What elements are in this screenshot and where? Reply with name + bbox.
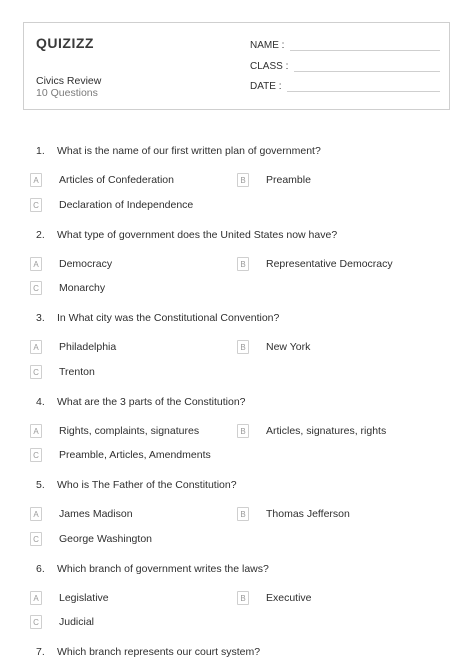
option-5a[interactable] <box>30 507 133 521</box>
option-text: Trenton <box>59 366 95 378</box>
option-5b[interactable] <box>237 507 350 521</box>
option-text: Representative Democracy <box>266 258 393 270</box>
option-letter: A <box>30 591 42 605</box>
option-3c[interactable] <box>30 365 95 379</box>
option-4a[interactable] <box>30 424 199 438</box>
option-letter: C <box>30 198 42 212</box>
question-number: 5. <box>36 479 45 491</box>
name-label: NAME : <box>250 40 285 51</box>
question-number: 3. <box>36 312 45 324</box>
option-text: Declaration of Independence <box>59 199 194 211</box>
option-text: Thomas Jefferson <box>266 508 350 520</box>
question-4 <box>36 396 456 408</box>
option-4c[interactable] <box>30 448 211 462</box>
question-text: What are the 3 parts of the Constitution? <box>57 396 246 408</box>
question-number: 2. <box>36 229 45 241</box>
option-3a[interactable] <box>30 340 116 354</box>
option-text: Legislative <box>59 592 109 604</box>
option-text: James Madison <box>59 508 133 520</box>
question-text: Which branch of government writes the laws? <box>57 563 269 575</box>
date-label: DATE : <box>250 81 282 92</box>
question-6 <box>36 563 456 575</box>
question-2 <box>36 229 456 241</box>
option-6b[interactable] <box>237 591 312 605</box>
question-5 <box>36 479 456 491</box>
option-4b[interactable] <box>237 424 386 438</box>
class-line[interactable] <box>294 61 440 72</box>
option-letter: C <box>30 532 42 546</box>
question-text: In What city was the Constitutional Convention? <box>57 312 280 324</box>
option-text: Articles, signatures, rights <box>266 425 387 437</box>
option-6a[interactable] <box>30 591 109 605</box>
option-text: Preamble <box>266 174 311 186</box>
option-1c[interactable] <box>30 198 193 212</box>
option-letter: B <box>237 507 249 521</box>
question-number: 4. <box>36 396 45 408</box>
option-text: Judicial <box>59 616 95 628</box>
question-1 <box>36 145 456 157</box>
option-letter: A <box>30 507 42 521</box>
question-text: What is the name of our first written plan of government? <box>57 145 321 157</box>
question-3 <box>36 312 456 324</box>
option-text: Preamble, Articles, Amendments <box>59 449 211 461</box>
option-letter: B <box>237 591 249 605</box>
option-2a[interactable] <box>30 257 112 271</box>
class-label: CLASS : <box>250 61 289 72</box>
question-text: What type of government does the United States now have? <box>57 229 338 241</box>
option-1b[interactable] <box>237 173 311 187</box>
question-7 <box>36 646 456 658</box>
option-letter: B <box>237 424 249 438</box>
question-text: Who is The Father of the Constitution? <box>57 479 237 491</box>
option-text: Democracy <box>59 258 113 270</box>
option-1a[interactable] <box>30 173 174 187</box>
option-2b[interactable] <box>237 257 393 271</box>
option-letter: C <box>30 448 42 462</box>
option-letter: A <box>30 340 42 354</box>
option-2c[interactable] <box>30 281 105 295</box>
question-text: Which branch represents our court system? <box>57 646 261 658</box>
option-letter: A <box>30 173 42 187</box>
option-text: Monarchy <box>59 282 106 294</box>
worksheet-header <box>23 22 450 110</box>
option-3b[interactable] <box>237 340 310 354</box>
date-field[interactable] <box>250 81 440 92</box>
quizizz-logo: QUIZIZZ <box>36 35 94 51</box>
option-5c[interactable] <box>30 532 152 546</box>
option-letter: B <box>237 340 249 354</box>
option-text: George Washington <box>59 533 152 545</box>
option-letter: A <box>30 257 42 271</box>
option-letter: C <box>30 615 42 629</box>
option-letter: B <box>237 257 249 271</box>
question-number: 6. <box>36 563 45 575</box>
date-line[interactable] <box>287 81 440 92</box>
option-text: New York <box>266 341 311 353</box>
question-number: 1. <box>36 145 45 157</box>
class-field[interactable] <box>250 61 440 72</box>
option-text: Articles of Confederation <box>59 174 174 186</box>
question-count: 10 Questions <box>36 87 98 99</box>
option-6c[interactable] <box>30 615 94 629</box>
worksheet-title: Civics Review <box>36 75 102 87</box>
option-text: Philadelphia <box>59 341 117 353</box>
option-letter: C <box>30 281 42 295</box>
option-text: Rights, complaints, signatures <box>59 425 200 437</box>
option-letter: B <box>237 173 249 187</box>
option-letter: A <box>30 424 42 438</box>
option-text: Executive <box>266 592 312 604</box>
option-letter: C <box>30 365 42 379</box>
name-field[interactable] <box>250 40 440 51</box>
name-line[interactable] <box>290 40 440 51</box>
question-number: 7. <box>36 646 45 658</box>
